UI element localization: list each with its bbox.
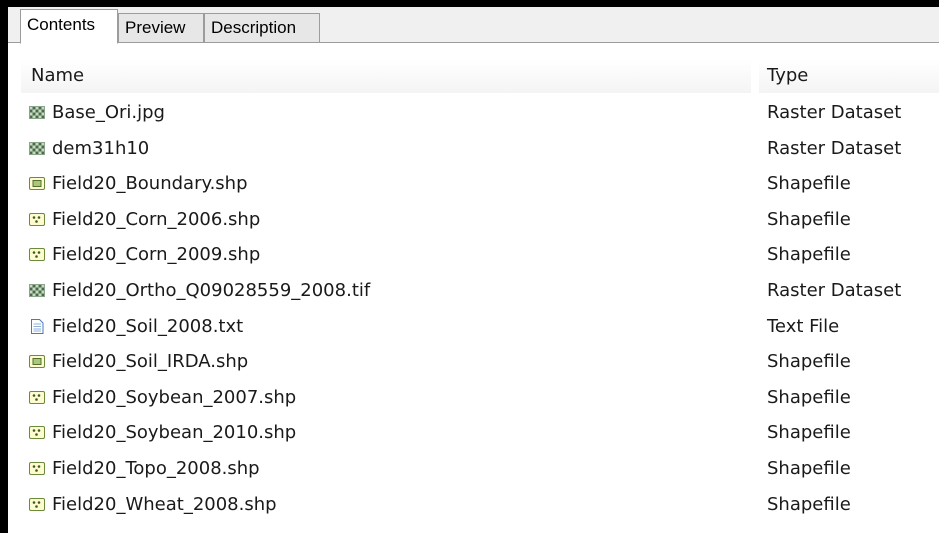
list-item[interactable] — [8, 273, 939, 309]
point-shapefile-icon — [28, 246, 46, 263]
item-name: Field20_Ortho_Q09028559_2008.tif — [52, 279, 371, 301]
tab-description[interactable]: Description — [204, 13, 320, 43]
list-item[interactable] — [8, 202, 939, 238]
item-type: Raster Dataset — [767, 279, 902, 301]
list-item[interactable] — [8, 344, 939, 380]
list-item[interactable] — [8, 237, 939, 273]
polygon-shapefile-icon — [28, 175, 46, 192]
list-rows — [8, 95, 939, 522]
list-item[interactable] — [8, 95, 939, 131]
list-item[interactable] — [8, 487, 939, 523]
point-shapefile-icon — [28, 211, 46, 228]
list-item[interactable] — [8, 309, 939, 345]
item-type: Shapefile — [767, 457, 851, 479]
tab-contents[interactable]: Contents — [20, 9, 118, 44]
item-type: Shapefile — [767, 422, 851, 444]
contents-list — [8, 43, 939, 533]
catalog-contents-panel — [8, 7, 939, 533]
item-type: Shapefile — [767, 351, 851, 373]
item-type: Raster Dataset — [767, 137, 902, 159]
item-name: Field20_Corn_2006.shp — [52, 208, 261, 230]
item-name: Field20_Wheat_2008.shp — [52, 493, 277, 515]
raster-dataset-icon — [28, 140, 46, 157]
item-type: Raster Dataset — [767, 102, 902, 123]
point-shapefile-icon — [28, 496, 46, 513]
item-type: Shapefile — [767, 244, 851, 266]
item-name: Field20_Soybean_2007.shp — [52, 386, 297, 408]
item-name: dem31h10 — [52, 137, 150, 159]
raster-dataset-icon — [28, 282, 46, 299]
list-item[interactable] — [8, 380, 939, 416]
point-shapefile-icon — [28, 460, 46, 477]
item-type: Shapefile — [767, 386, 851, 408]
column-header-type[interactable]: Type — [759, 59, 939, 93]
item-name: Field20_Soil_2008.txt — [52, 315, 244, 337]
raster-dataset-icon — [28, 104, 46, 121]
item-type: Shapefile — [767, 493, 851, 515]
list-item[interactable] — [8, 415, 939, 451]
item-name: Field20_Soil_IRDA.shp — [52, 351, 249, 373]
point-shapefile-icon — [28, 424, 46, 441]
item-name: Field20_Corn_2009.shp — [52, 244, 261, 266]
item-type: Text File — [767, 315, 840, 337]
list-item[interactable] — [8, 166, 939, 202]
tab-preview[interactable]: Preview — [118, 13, 204, 43]
item-type: Shapefile — [767, 208, 851, 230]
polygon-shapefile-icon — [28, 353, 46, 370]
item-name: Field20_Topo_2008.shp — [52, 457, 260, 479]
column-header-name[interactable]: Name — [21, 59, 751, 93]
point-shapefile-icon — [28, 389, 46, 406]
list-item[interactable] — [8, 131, 939, 167]
item-name: Base_Ori.jpg — [52, 102, 165, 123]
item-name: Field20_Soybean_2010.shp — [52, 422, 297, 444]
text-file-icon — [28, 318, 46, 335]
list-item[interactable] — [8, 451, 939, 487]
item-type: Shapefile — [767, 173, 851, 195]
tab-strip — [8, 7, 939, 43]
window-frame-left — [0, 0, 8, 533]
item-name: Field20_Boundary.shp — [52, 173, 248, 195]
window-frame-top — [0, 0, 939, 7]
